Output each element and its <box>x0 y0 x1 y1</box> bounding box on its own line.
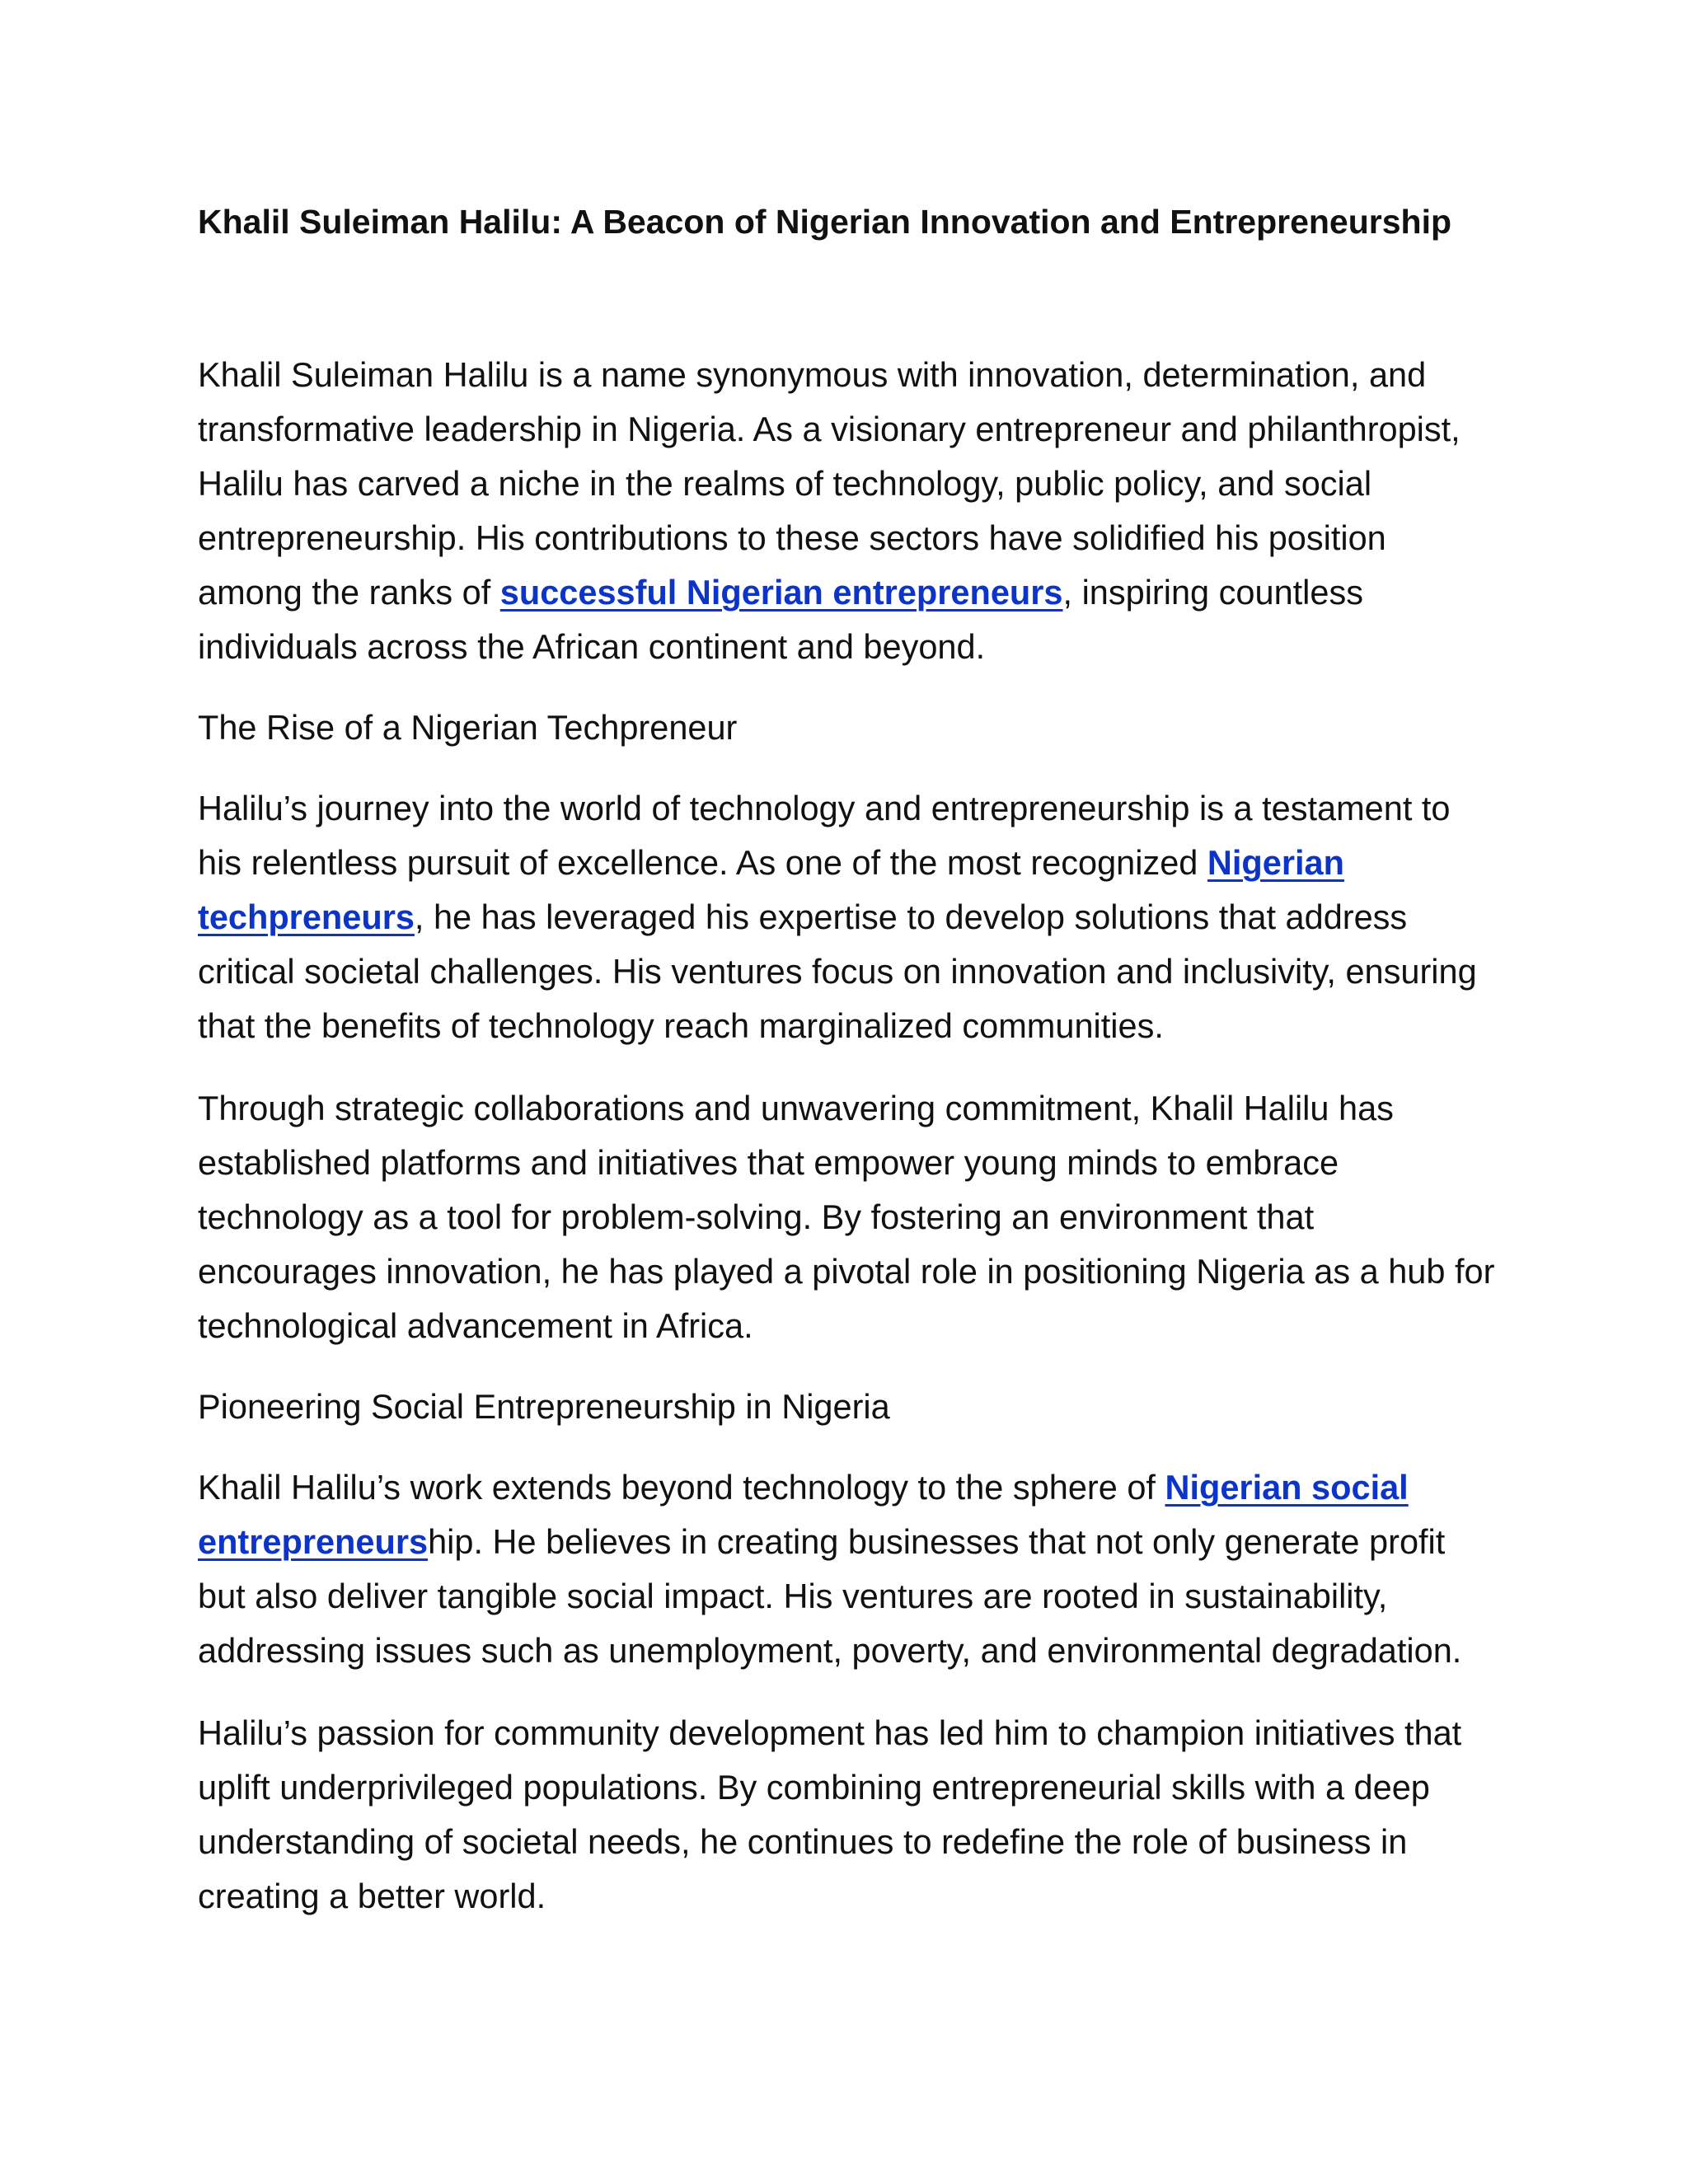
techpreneur-text-end: , he has leveraged his expertise to develop solutions that address critical societal challenges. His ventures focus on innovation and inclusivity, ensuring that the benefits of technology reach marginalized communities. <box>198 898 1477 1045</box>
techpreneur-paragraph-1 <box>198 781 1500 1053</box>
intro-paragraph <box>198 348 1500 674</box>
section-heading-techpreneur: The Rise of a Nigerian Techpreneur <box>198 708 738 747</box>
document-page <box>198 198 1500 1924</box>
intro-text-start: Khalil Suleiman Halilu is a name synonymous with innovation, determination, and transformative leadership in Nigeria. As a visionary entrepreneur and philanthropist, Halilu has carved a niche in the realms of technology, public policy, and social entrepreneurship. His contributions to these sectors have solidified his position among the ranks of <box>198 355 1461 612</box>
social-text-start: Khalil Halilu’s work extends beyond technology to the sphere of <box>198 1468 1165 1507</box>
techpreneur-paragraph-2: Through strategic collaborations and unwavering commitment, Khalil Halilu has established platforms and initiatives that empower young minds to embrace technology as a tool for problem-solving. By fostering an environment that encourages innovation, he has played a pivotal role in positioning Nigeria as a hub for technological advancement in Africa. <box>198 1089 1495 1345</box>
techpreneur-text-start: Halilu’s journey into the world of technology and entrepreneurship is a testament to his relentless pursuit of excellence. As one of the most recognized <box>198 789 1451 882</box>
document-title: Khalil Suleiman Halilu: A Beacon of Nigerian Innovation and Entrepreneurship <box>198 203 1452 241</box>
social-paragraph-2: Halilu’s passion for community development has led him to champion initiatives that uplift underprivileged populations. By combining entrepreneurial skills with a deep understanding of societal needs, he continues to redefine the role of business in creating a better world. <box>198 1713 1462 1915</box>
social-text-end: hip. He believes in creating businesses that not only generate profit but also deliver tangible social impact. His ventures are rooted in sustainability, addressing issues such as unemployment, poverty, and environmental degradation. <box>198 1522 1462 1670</box>
social-paragraph-1 <box>198 1460 1500 1678</box>
section-heading-social-entrepreneurship: Pioneering Social Entrepreneurship in Nigeria <box>198 1387 890 1426</box>
nigerian-techpreneurs-link[interactable]: Nigerian techpreneurs <box>198 843 1344 936</box>
nigerian-social-entrepreneurs-link[interactable]: Nigerian social entrepreneurs <box>198 1468 1409 1561</box>
successful-nigerian-entrepreneurs-link[interactable]: successful Nigerian entrepreneurs <box>499 573 1063 612</box>
intro-text-end: , inspiring countless individuals across the African continent and beyond. <box>198 573 1363 666</box>
